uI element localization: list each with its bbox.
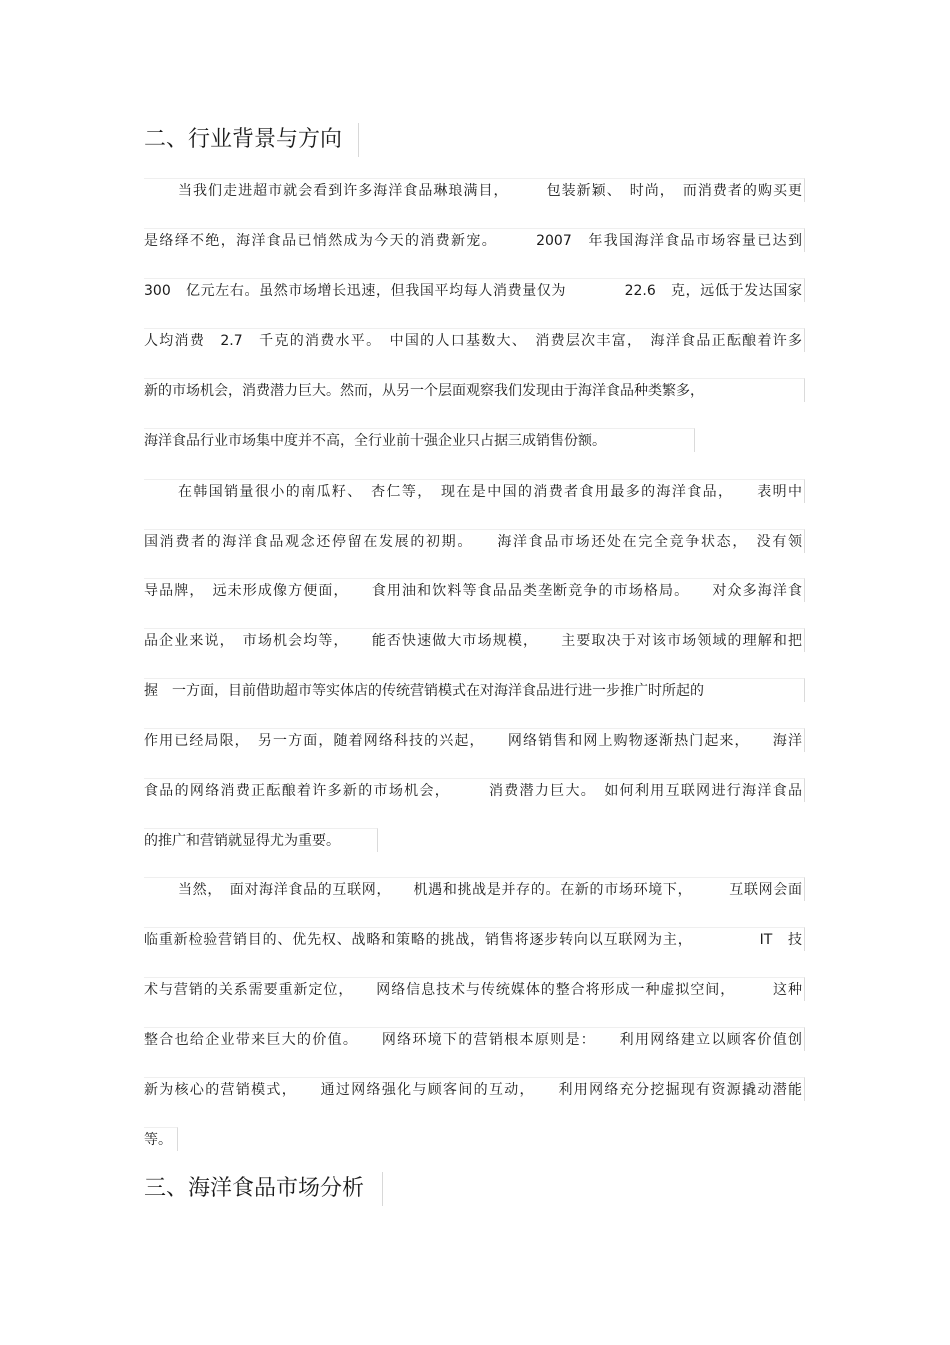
text-line: 300 亿元左右。虽然市场增长迅速，但我国平均每人消费量仅为 22.6 克，远低于发达国家 <box>144 278 805 302</box>
section-heading: 三、海洋食品市场分析 <box>144 1174 364 1204</box>
text-line: 新的市场机会，消费潜力巨大。然而，从另一个层面观察我们发现由于海洋食品种类繁多， <box>144 378 805 402</box>
text-line: 品企业来说， 市场机会均等， 能否快速做大市场规模， 主要取决于对该市场领域的理解和把 <box>144 628 805 652</box>
text-line: 食品的网络消费正酝酿着许多新的市场机会， 消费潜力巨大。 如何利用互联网进行海洋食品 <box>144 778 805 802</box>
text-line: 是络绎不绝，海洋食品已悄然成为今天的消费新宠。 2007 年我国海洋食品市场容量已达到 <box>144 228 805 252</box>
text-line: 当然， 面对海洋食品的互联网， 机遇和挑战是并存的。在新的市场环境下， 互联网会面 <box>144 877 805 901</box>
text-line: 国消费者的海洋食品观念还停留在发展的初期。 海洋食品市场还处在完全竞争状态， 没有领 <box>144 529 805 553</box>
text-line: 等。 <box>144 1127 178 1151</box>
text-line: 导品牌， 远未形成像方便面， 食用油和饮料等食品品类垄断竞争的市场格局。 对众多海洋食 <box>144 578 805 602</box>
text-line: 海洋食品行业市场集中度并不高，全行业前十强企业只占据三成销售份额。 <box>144 428 695 452</box>
text-line: 新为核心的营销模式， 通过网络强化与顾客间的互动， 利用网络充分挖掘现有资源撬动潜能 <box>144 1077 805 1101</box>
text-line: 当我们走进超市就会看到许多海洋食品琳琅满目， 包装新颖、 时尚， 而消费者的购买更 <box>144 178 805 202</box>
section-heading: 二、行业背景与方向 <box>144 125 342 155</box>
text-line: 整合也给企业带来巨大的价值。 网络环境下的营销根本原则是： 利用网络建立以顾客价值创 <box>144 1027 805 1051</box>
text-line: 作用已经局限， 另一方面，随着网络科技的兴起， 网络销售和网上购物逐渐热门起来， 海洋 <box>144 728 805 752</box>
text-line: 临重新检验营销目的、优先权、战略和策略的挑战，销售将逐步转向以互联网为主， IT 技 <box>144 927 805 951</box>
text-line: 在韩国销量很小的南瓜籽、 杏仁等， 现在是中国的消费者食用最多的海洋食品， 表明中 <box>144 479 805 503</box>
text-line: 的推广和营销就显得尤为重要。 <box>144 828 378 852</box>
text-line: 握 一方面，目前借助超市等实体店的传统营销模式在对海洋食品进行进一步推广时所起的 <box>144 678 805 702</box>
text-line: 人均消费 2.7 千克的消费水平。 中国的人口基数大、 消费层次丰富， 海洋食品正酝酿着许多 <box>144 328 805 352</box>
text-line: 术与营销的关系需要重新定位， 网络信息技术与传统媒体的整合将形成一种虚拟空间， 这种 <box>144 977 805 1001</box>
